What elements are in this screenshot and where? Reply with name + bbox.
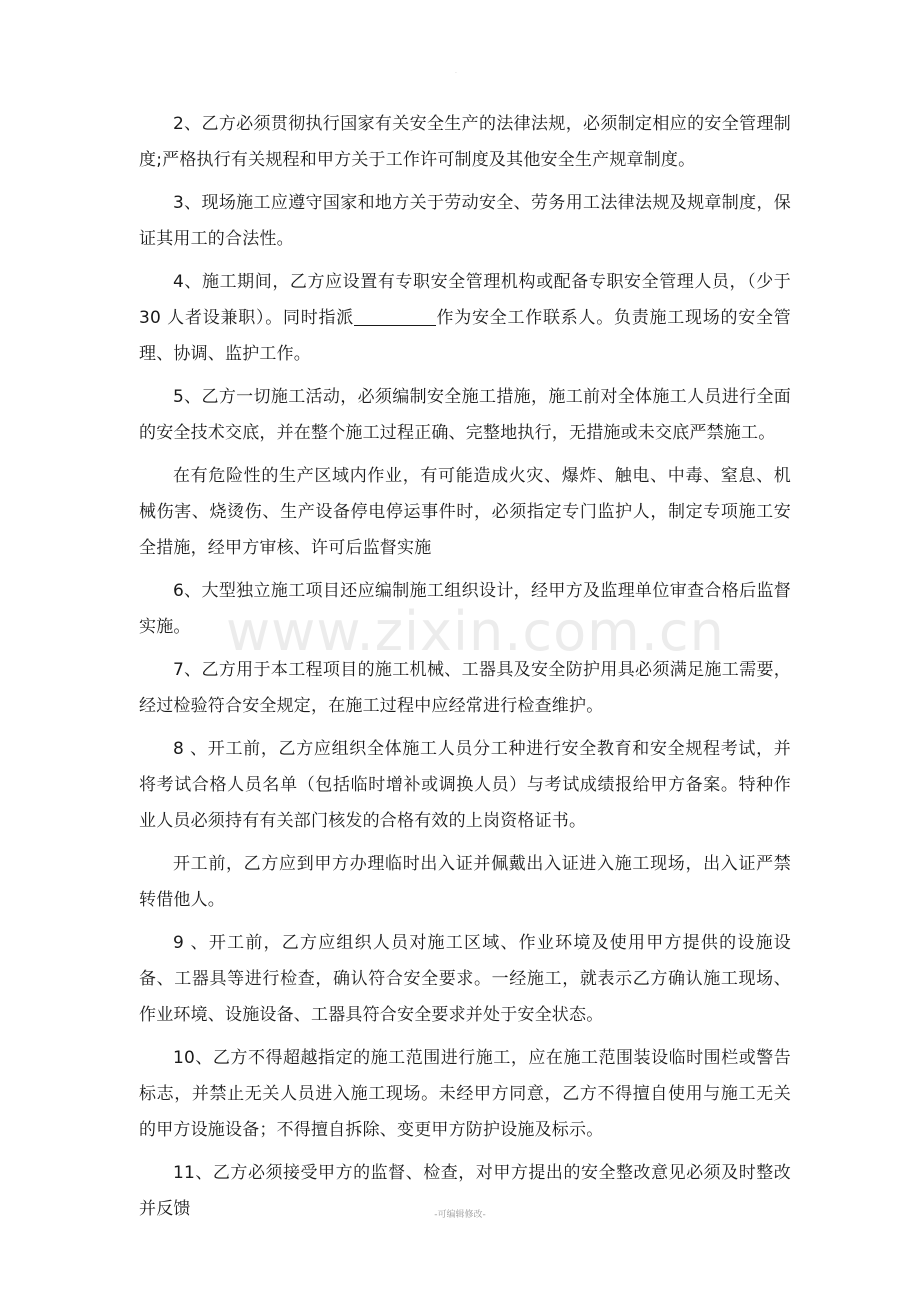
header-mark: . xyxy=(455,68,457,75)
clause-6: 6、大型独立施工项目还应编制施工组织设计，经甲方及监理单位审查合格后监督实施。 xyxy=(139,581,791,637)
clause-2: 2、乙方必须贯彻执行国家有关安全生产的法律法规，必须制定相应的安全管理制度;严格执行有关规程和甲方关于工作许可制度及其他安全生产规章制度。 xyxy=(139,114,791,170)
clause-4-text-after: 作为安全工作联系人。负责施工现场的安全管理、协调、监护工作。 xyxy=(139,308,792,364)
watermark: www.zixin.com.cn xyxy=(226,600,725,663)
clause-7: 7、乙方用于本工程项目的施工机械、工器具及安全防护用具必须满足施工需要，经过检验符合安全规定，在施工过程中应经常进行检查维护。 xyxy=(139,660,791,716)
clause-4-text-before: 4、施工期间，乙方应设置有专职安全管理机构或配备专职安全管理人员，（少于 30 人者设兼职）。同时指派 xyxy=(139,272,791,328)
clause-5: 5、乙方一切施工活动，必须编制安全施工措施，施工前对全体施工人员进行全面的安全技术交底，并在整个施工过程正确、完整地执行，无措施或未交底严禁施工。 xyxy=(139,387,791,443)
clause-8: 8 、开工前，乙方应组织全体施工人员分工种进行安全教育和安全规程考试，并将考试合格人员名单（包括临时增补或调换人员）与考试成绩报给甲方备案。特种作业人员必须持有有关部门核发的合格有效的上岗资格证书。 xyxy=(139,739,791,831)
clause-8-pass-paragraph: 开工前，乙方应到甲方办理临时出入证并佩戴出入证进入施工现场，出入证严禁转借他人。 xyxy=(139,854,791,910)
clause-10: 10、乙方不得超越指定的施工范围进行施工，应在施工范围装设临时围栏或警告标志，并禁止无关人员进入施工现场。未经甲方同意，乙方不得擅自使用与施工无关的甲方设施设备；不得擅自拆除、变更甲方防护设施及标示。 xyxy=(139,1048,791,1140)
document-body xyxy=(139,106,791,1234)
clause-9: 9 、开工前，乙方应组织人员对施工区域、作业环境及使用甲方提供的设施设备、工器具等进行检查，确认符合安全要求。一经施工，就表示乙方确认施工现场、作业环境、设施设备、工器具符合安全要求并处于安全状态。 xyxy=(139,933,791,1025)
clause-4 xyxy=(139,264,791,372)
clause-11: 11、乙方必须接受甲方的监督、检查，对甲方提出的安全整改意见必须及时整改并反馈 xyxy=(139,1163,791,1219)
footer-note: -可编辑修改- xyxy=(434,1210,486,1220)
clause-5-hazard-paragraph: 在有危险性的生产区域内作业，有可能造成火灾、爆炸、触电、中毒、窒息、机械伤害、烧烫伤、生产设备停电停运事件时，必须指定专门监护人，制定专项施工安全措施，经甲方审核、许可后监督实施 xyxy=(139,466,791,558)
clause-3: 3、现场施工应遵守国家和地方关于劳动安全、劳务用工法律法规及规章制度，保证其用工的合法性。 xyxy=(139,193,791,249)
contact-person-blank xyxy=(354,305,436,326)
